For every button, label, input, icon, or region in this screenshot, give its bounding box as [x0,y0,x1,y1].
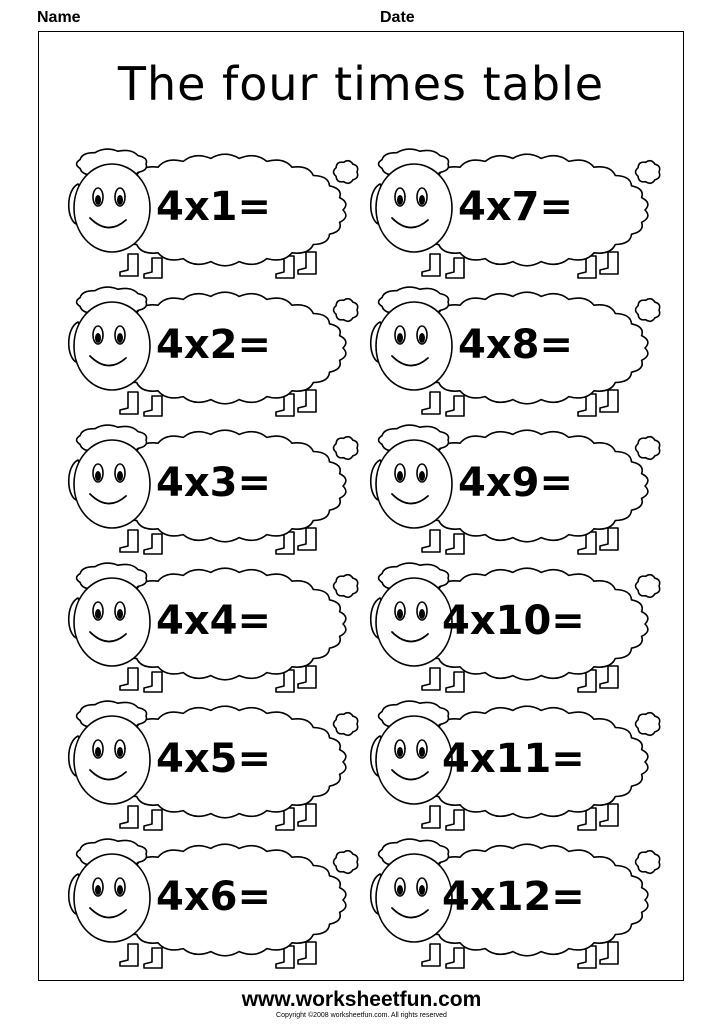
sheep-problem-card [362,556,662,696]
sheep-problem-card [362,418,662,558]
multiplication-problem: 4x12= [442,874,585,920]
multiplication-problem: 4x5= [156,736,271,782]
multiplication-problem: 4x10= [442,598,585,644]
sheep-problem-card [60,832,360,972]
multiplication-problem: 4x4= [156,598,271,644]
multiplication-problem: 4x6= [156,874,271,920]
multiplication-problem: 4x3= [156,460,271,506]
sheep-problem-card [60,280,360,420]
multiplication-problem: 4x2= [156,322,271,368]
multiplication-problem: 4x11= [442,736,585,782]
worksheet-title: The four times table [117,57,605,111]
copyright-notice: Copyright ©2008 worksheetfun.com. All rights reserved [276,1012,447,1019]
name-label: Name [37,9,81,26]
sheep-problem-card [362,142,662,282]
multiplication-problem: 4x9= [458,460,573,506]
sheep-problem-card [362,280,662,420]
multiplication-problem: 4x1= [156,184,271,230]
sheep-problem-card [60,418,360,558]
sheep-problem-card [362,694,662,834]
sheep-problem-card [60,556,360,696]
sheep-problem-card [60,142,360,282]
sheep-problem-card [362,832,662,972]
sheep-problem-card [60,694,360,834]
multiplication-problem: 4x8= [458,322,573,368]
website-footer: www.worksheetfun.com [241,988,482,1011]
date-label: Date [380,9,415,26]
multiplication-problem: 4x7= [458,184,573,230]
